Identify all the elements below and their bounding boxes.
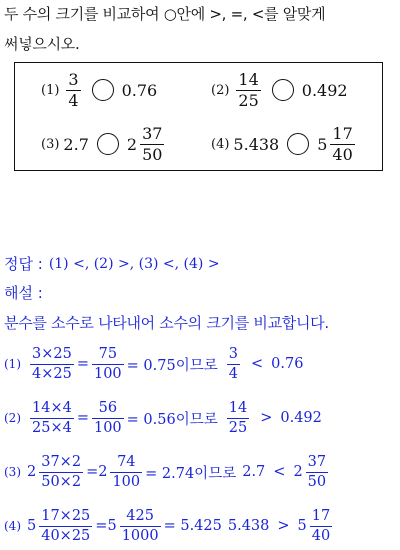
denominator: 25×4 [32,419,72,436]
fraction [227,347,240,381]
fraction [227,401,249,435]
numerator: 14×4 [32,400,72,416]
answer-section [4,253,220,274]
problem-item-1 [41,67,157,113]
denominator: 4 [228,365,238,382]
denominator: 40 [311,527,331,544]
denominator: 25 [238,90,259,110]
denominator: 100 [93,365,122,382]
denominator: 40 [332,144,353,164]
denominator: 50 [142,144,163,164]
step-label: (1) [4,357,21,371]
question-line-1: 두 수의 크기를 비교하여 ○안에 >, =, <를 알맞게 [4,5,326,23]
numerator: 425 [126,508,154,524]
answer-circle[interactable] [272,79,294,101]
fraction [330,123,354,164]
denominator: 50 [307,473,327,490]
fraction [39,509,92,543]
step-3 [4,448,331,496]
numerator: 3 [228,346,238,362]
explanation-title: 해설 : [4,284,43,302]
fraction [66,69,80,110]
whole-number: 2 [98,464,108,480]
denominator: 4×25 [32,365,72,382]
answer-circle[interactable] [287,133,309,155]
fraction [110,455,142,489]
whole-number: 2 [27,464,37,480]
numerator: 74 [117,454,136,470]
whole-number: 2 [126,134,138,154]
numerator: 17 [332,123,353,143]
whole-number: 5 [27,518,37,534]
equals-sign: = [76,410,89,426]
denominator: 4 [68,90,79,110]
decimal-result: = 2.74이므로 [145,465,237,482]
numerator: 17×25 [41,508,91,524]
answer-circle[interactable] [92,79,114,101]
decimal-value: 5.438 [233,134,280,154]
equals-sign: = [86,464,99,480]
comparison-sign: > [277,518,290,534]
fraction [306,455,328,489]
comparison-sign: < [250,356,264,372]
fraction [120,509,161,543]
problem-item-4 [211,121,358,167]
explanation-intro: 분수를 소수로 나타내어 소수의 크기를 비교합니다. [4,314,329,332]
denominator: 40×25 [41,527,91,544]
numerator: 37×2 [41,454,82,470]
answer-circle[interactable] [97,133,119,155]
fraction [140,123,164,164]
numerator: 75 [98,346,118,362]
decimal-value: 2.7 [63,134,89,154]
numerator: 56 [98,400,118,416]
explanation-steps [4,340,396,550]
numerator: 37 [307,454,327,470]
whole-number: 2 [293,464,303,480]
fraction [39,455,83,489]
decimal-value: 0.492 [280,410,322,426]
question-line-2: 써넣으시오. [4,35,80,53]
item-label: (3) [41,136,60,152]
item-label: (1) [41,82,60,98]
denominator: 50×2 [41,473,82,490]
problem-box [14,62,383,171]
comparison-sign: < [273,464,286,480]
whole-number: 5 [317,134,328,154]
whole-number: 5 [107,518,117,534]
answer-title: 정답 : [4,255,43,273]
answer-text: (1) <, (2) >, (3) <, (4) > [48,255,220,272]
item-label: (2) [211,82,230,98]
decimal-result: = 0.75이므로 [126,357,218,374]
fraction [310,509,332,543]
decimal-value: 0.76 [121,80,158,100]
numerator: 37 [142,123,163,143]
step-label: (3) [4,465,21,479]
equals-sign: = [95,518,108,534]
decimal-result: = 5.425 [163,518,222,534]
problem-item-2 [211,67,348,113]
decimal-value: 0.76 [271,356,304,372]
equals-sign: = [76,356,89,372]
fraction [92,401,124,435]
fraction [30,347,74,381]
numerator: 17 [311,508,331,524]
item-label: (4) [211,136,230,152]
step-1 [4,340,303,388]
decimal-value: 5.438 [227,518,270,534]
denominator: 100 [93,419,122,436]
fraction [92,347,124,381]
decimal-value: 2.7 [242,464,266,480]
step-label: (4) [4,519,21,533]
numerator: 14 [228,400,248,416]
denominator: 100 [112,473,141,490]
numerator: 14 [238,69,259,89]
fraction [236,69,260,110]
denominator: 1000 [121,527,159,544]
problem-item-3 [41,121,167,167]
whole-number: 5 [297,518,307,534]
decimal-result: = 0.56이므로 [126,411,218,428]
step-4 [4,502,335,550]
decimal-value: 0.492 [301,80,348,100]
step-label: (2) [4,411,21,425]
step-2 [4,394,322,442]
denominator: 25 [228,419,248,436]
numerator: 3 [68,69,79,89]
fraction [30,401,74,435]
numerator: 3×25 [32,346,72,362]
comparison-sign: > [260,410,273,426]
